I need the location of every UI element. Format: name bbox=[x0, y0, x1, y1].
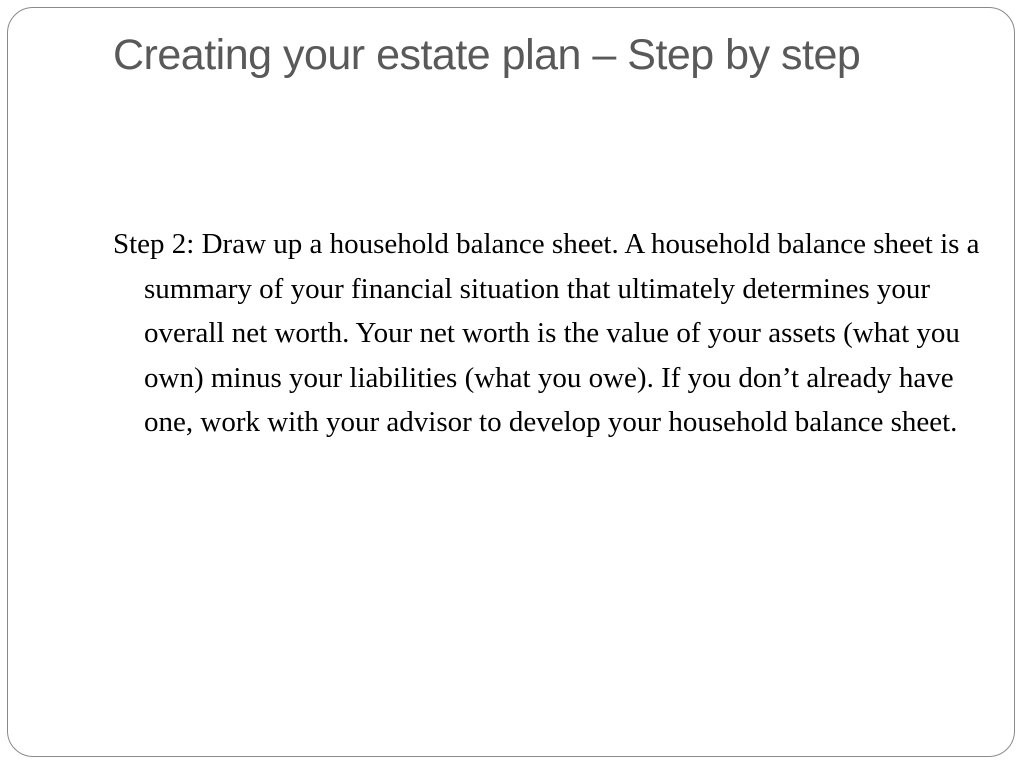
slide-body-paragraph: Step 2: Draw up a household balance sheet. A household balance sheet is a summary of your financial situation that ultimately determines your overall net worth. Your net worth is the value of your assets (what you own) minus your liabilities (what you owe). If you don’t already have one, work with your advisor to develop your household balance sheet. bbox=[113, 228, 980, 438]
slide-title: Creating your estate plan – Step by step bbox=[113, 31, 861, 79]
